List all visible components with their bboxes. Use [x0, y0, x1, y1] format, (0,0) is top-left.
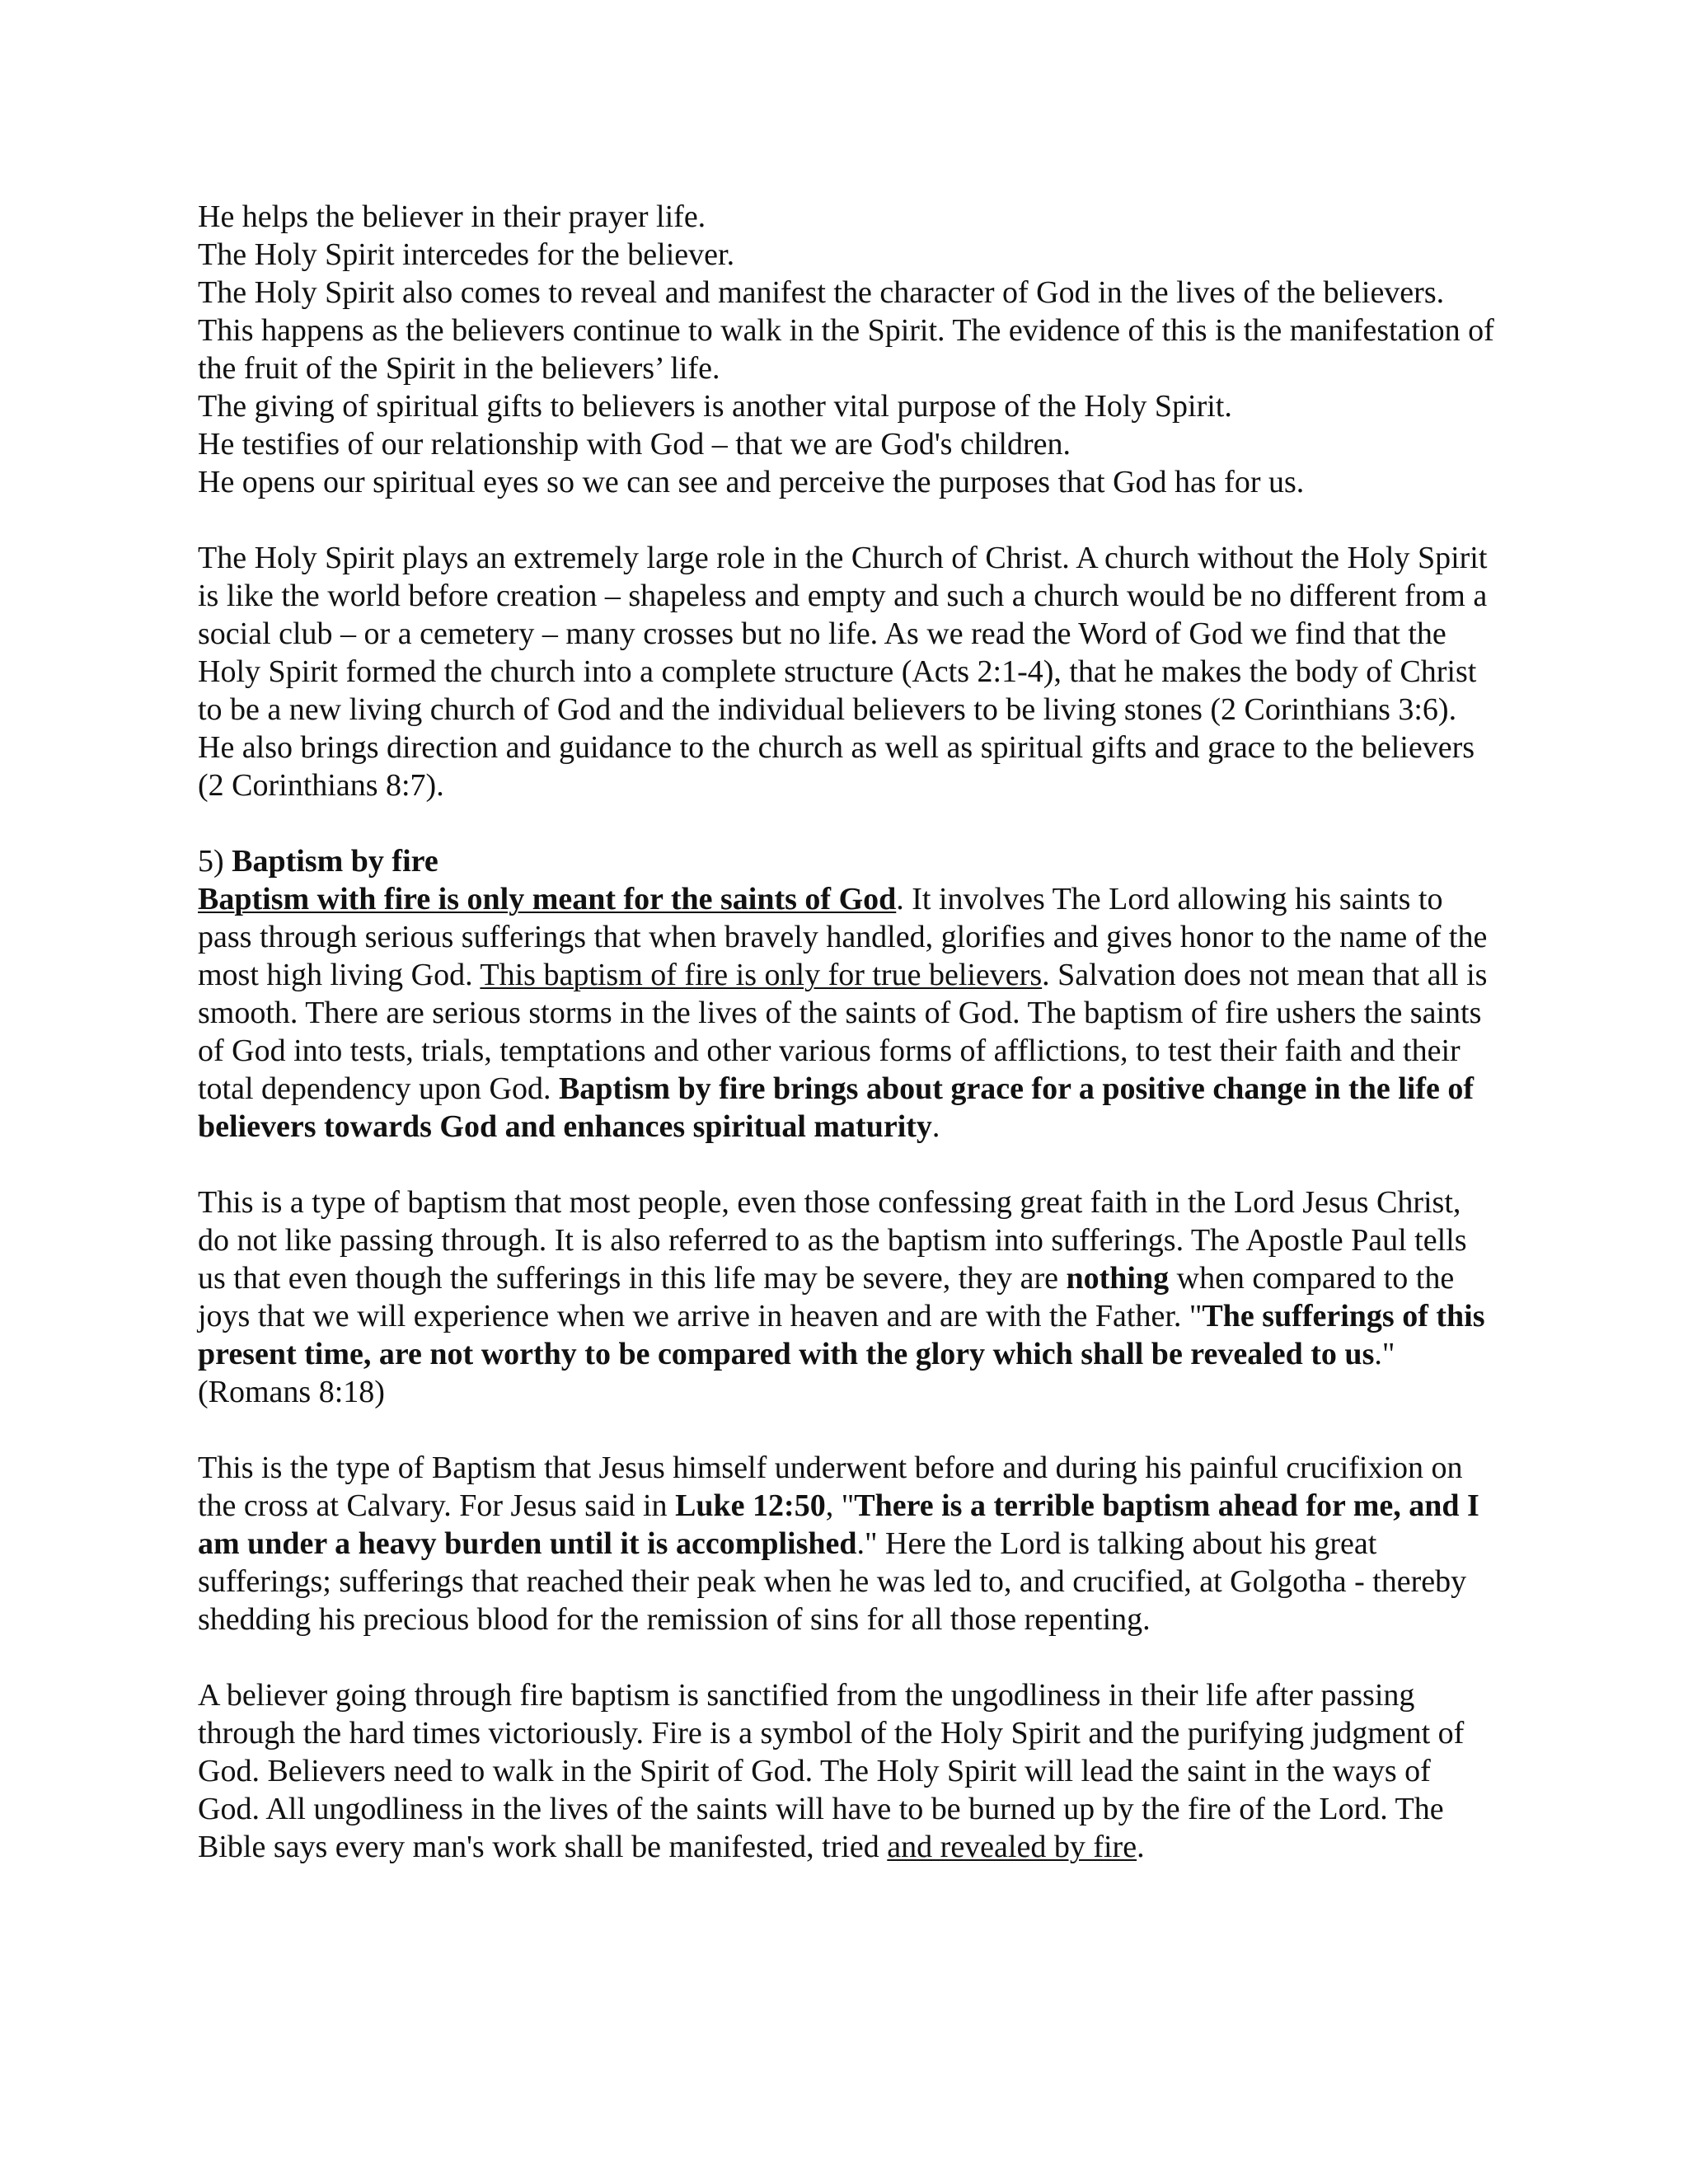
underlined-phrase: and revealed by fire — [887, 1830, 1137, 1864]
scripture-quote: The sufferings of this present time, are not worthy to be compared with the glory which shall be revealed to us — [198, 1299, 1485, 1371]
scripture-reference: Luke 12:50 — [675, 1488, 826, 1523]
paragraph-gap — [198, 804, 1496, 842]
section-heading — [198, 842, 1496, 880]
text-line: The Holy Spirit intercedes for the believer. — [198, 237, 735, 272]
paragraph-gap — [198, 1146, 1496, 1183]
section-title: Baptism by fire — [232, 844, 438, 879]
paragraph-sufferings: This is a type of baptism that most people, even those confessing great faith in the Lord Jesus Christ, do not like passing through. It is also referred to as the baptism into sufferings. The Apostle Paul tells us that even though the sufferings in this life may be severe, they are nothing when compared to the joys that we will experience when we arrive in heaven and are with the Father. "The sufferings of this present time, are not worthy to be compared with the glory which shall be revealed to us." (Romans 8:18) — [198, 1185, 1485, 1409]
paragraph-final: A believer going through fire baptism is sanctified from the ungodliness in their life after passing through the hard times victoriously. Fire is a symbol of the Holy Spirit and the purifying judgment of God. Believers need to walk in the Spirit of God. The Holy Spirit will lead the saint in the ways of God. All ungodliness in the lives of the saints will have to be burned up by the fire of the Lord. The Bible says every man's work shall be manifested, tried and revealed by fire. — [198, 1678, 1465, 1864]
bold-statement: Baptism by fire brings about grace for a positive change in the life of believers towards God and enhances spiritual maturity — [198, 1071, 1475, 1144]
section-number: 5) — [198, 844, 232, 879]
document-page — [198, 198, 1496, 1866]
paragraph-church: The Holy Spirit plays an extremely large role in the Church of Christ. A church without the Holy Spirit is like the world before creation – shapeless and empty and such a church would be no different from a social club – or a cemetery – many crosses but no life. As we read the Word of God we find that the Holy Spirit formed the church into a complete structure (Acts 2:1-4), that he makes the body of Christ to be a new living church of God and the individual believers to be living stones (2 Corinthians 3:6). He also brings direction and guidance to the church as well as spiritual gifts and grace to the believers (2 Corinthians 8:7). — [198, 541, 1488, 803]
paragraph-gap — [198, 501, 1496, 539]
paragraph-jesus: This is the type of Baptism that Jesus himself underwent before and during his painful crucifixion on the cross at Calvary. For Jesus said in Luke 12:50, "There is a terrible baptism ahead for me, and I am under a heavy burden until it is accomplished." Here the Lord is talking about his great sufferings; sufferings that reached their peak when he was led to, and crucified, at Golgotha - thereby shedding his precious blood for the remission of sins for all those repenting. — [198, 1451, 1479, 1637]
paragraph-fire: Baptism with fire is only meant for the saints of God. It involves The Lord allowing his saints to pass through serious sufferings that when bravely handled, glorifies and gives honor to the name of the most high living God. This baptism of fire is only for true believers. Salvation does not mean that all is smooth. There are serious storms in the lives of the saints of God. The baptism of fire ushers the saints of God into tests, trials, temptations and other various forms of afflictions, to test their faith and their total dependency upon God. Baptism by fire brings about grace for a positive change in the life of believers towards God and enhances spiritual maturity. — [198, 882, 1488, 1144]
paragraph-gap — [198, 1411, 1496, 1449]
lead-statement: Baptism with fire is only meant for the saints of God — [198, 882, 897, 916]
underlined-statement: This baptism of fire is only for true believers — [480, 958, 1043, 992]
scripture-quote: There is a terrible baptism ahead for me, and I am under a heavy burden until it is accomplished — [198, 1488, 1479, 1561]
paragraph-gap — [198, 1638, 1496, 1676]
text-line: He opens our spiritual eyes so we can see and perceive the purposes that God has for us. — [198, 465, 1305, 499]
text-line: The giving of spiritual gifts to believers is another vital purpose of the Holy Spirit. — [198, 389, 1232, 424]
paragraph-character: The Holy Spirit also comes to reveal and manifest the character of God in the lives of the believers. This happens as the believers continue to walk in the Spirit. The evidence of this is the manifestation of the fruit of the Spirit in the believers’ life. — [198, 275, 1494, 386]
text-line: He testifies of our relationship with God – that we are God's children. — [198, 427, 1071, 462]
text-line: He helps the believer in their prayer life. — [198, 199, 706, 234]
